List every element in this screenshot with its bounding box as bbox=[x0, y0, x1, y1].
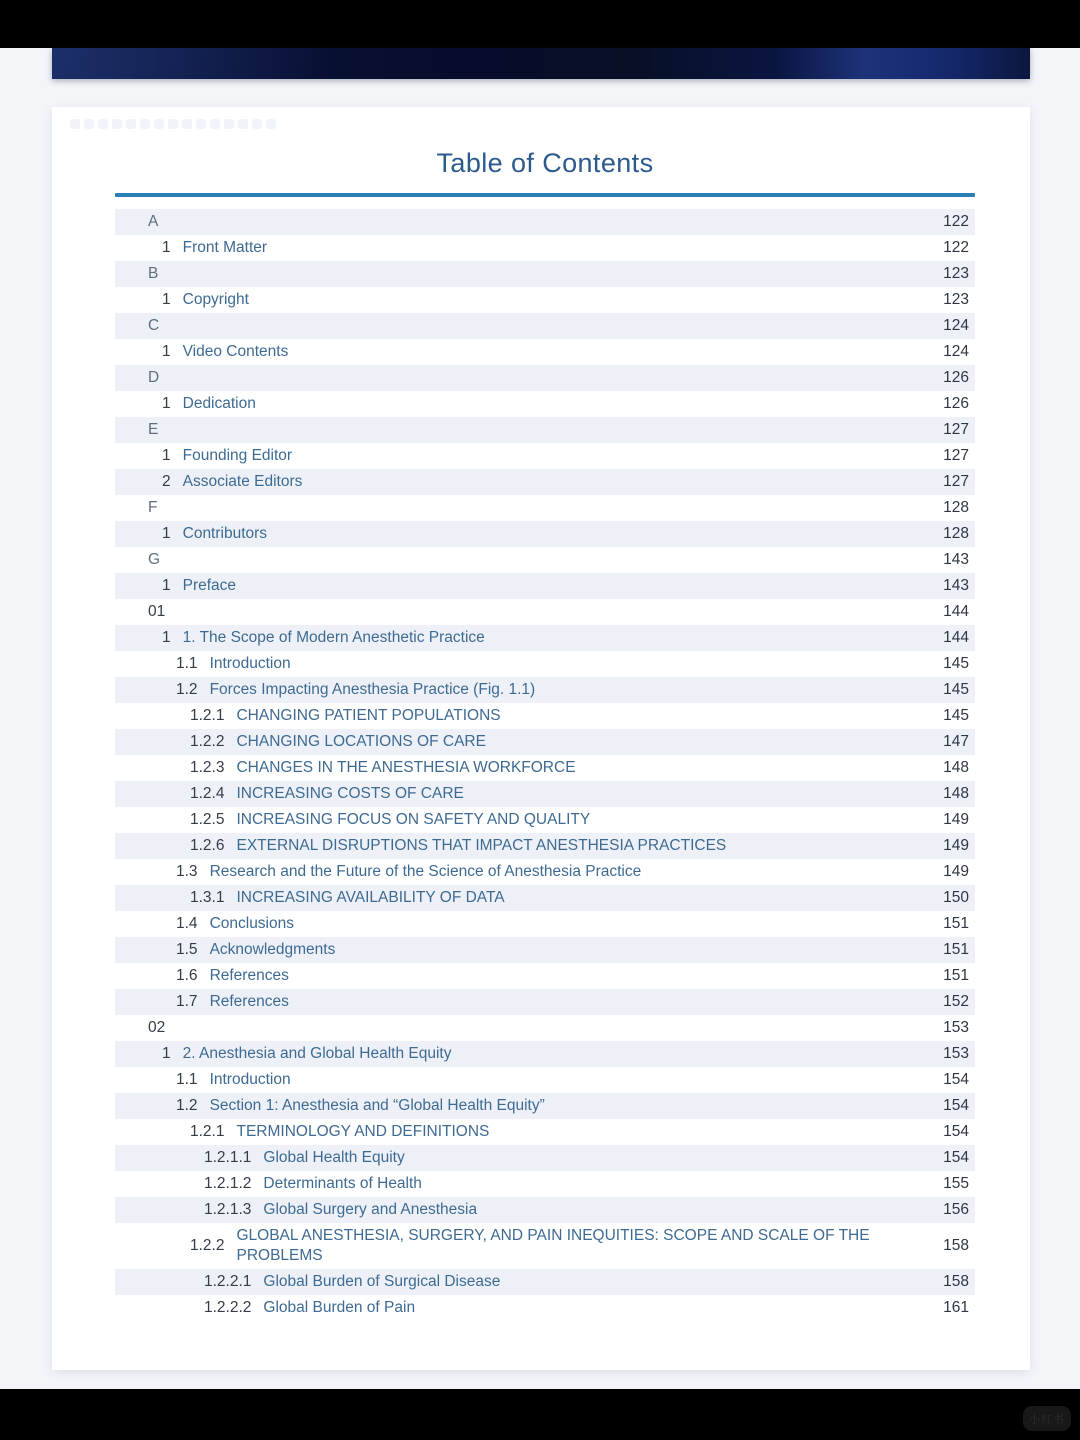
entry-number: 1.2.2 bbox=[190, 1237, 225, 1254]
toc-row[interactable] bbox=[115, 937, 975, 963]
toc-row[interactable] bbox=[115, 651, 975, 677]
toc-row[interactable] bbox=[115, 833, 975, 859]
entry-title: Forces Impacting Anesthesia Practice (Fig. 1.1) bbox=[209, 681, 536, 698]
entry-number: 1.2.1 bbox=[190, 1123, 225, 1140]
toc-row[interactable] bbox=[115, 391, 975, 417]
entry-title: Video Contents bbox=[182, 343, 289, 360]
entry-title: Global Burden of Surgical Disease bbox=[263, 1273, 501, 1290]
entry-number: 1.4 bbox=[176, 915, 198, 932]
entry-number: 1 bbox=[162, 1045, 171, 1062]
entry-page: 158 bbox=[943, 1273, 969, 1290]
toc-row bbox=[115, 261, 975, 287]
app-watermark: 小红书 bbox=[1023, 1406, 1071, 1431]
toc-row[interactable] bbox=[115, 963, 975, 989]
entry-title: References bbox=[209, 967, 289, 984]
toc-row[interactable] bbox=[115, 625, 975, 651]
entry-page: 123 bbox=[943, 291, 969, 308]
entry-page: 148 bbox=[943, 785, 969, 802]
entry-page: 152 bbox=[943, 993, 969, 1010]
entry-page: 143 bbox=[943, 551, 969, 568]
toc-row bbox=[115, 417, 975, 443]
entry-title: References bbox=[209, 993, 289, 1010]
toc-list bbox=[115, 209, 975, 1321]
entry-title: Determinants of Health bbox=[263, 1175, 422, 1192]
entry-page: 154 bbox=[943, 1097, 969, 1114]
entry-page: 154 bbox=[943, 1071, 969, 1088]
toc-row[interactable] bbox=[115, 729, 975, 755]
entry-page: 128 bbox=[943, 525, 969, 542]
toc-row[interactable] bbox=[115, 911, 975, 937]
entry-title: 2. Anesthesia and Global Health Equity bbox=[182, 1045, 452, 1062]
entry-number: 1.2.1.1 bbox=[204, 1149, 252, 1166]
entry-page: 126 bbox=[943, 369, 969, 386]
entry-page: 122 bbox=[943, 239, 969, 256]
entry-page: 122 bbox=[943, 213, 969, 230]
entry-title: INCREASING AVAILABILITY OF DATA bbox=[236, 889, 505, 906]
entry-title: Contributors bbox=[182, 525, 268, 542]
ghost-dots-decoration bbox=[70, 119, 276, 129]
entry-title: CHANGING PATIENT POPULATIONS bbox=[236, 707, 501, 724]
entry-title: CHANGING LOCATIONS OF CARE bbox=[236, 733, 486, 750]
entry-page: 124 bbox=[943, 343, 969, 360]
entry-title: Associate Editors bbox=[182, 473, 303, 490]
entry-page: 149 bbox=[943, 863, 969, 880]
toc-row[interactable] bbox=[115, 1145, 975, 1171]
entry-page: 150 bbox=[943, 889, 969, 906]
entry-number: 1 bbox=[162, 629, 171, 646]
top-letterbox-bar bbox=[0, 0, 1080, 48]
entry-title: Section 1: Anesthesia and “Global Health Equity” bbox=[209, 1097, 545, 1114]
entry-title: CHANGES IN THE ANESTHESIA WORKFORCE bbox=[236, 759, 576, 776]
entry-page: 149 bbox=[943, 811, 969, 828]
toc-row bbox=[115, 547, 975, 573]
toc-card bbox=[52, 107, 1030, 1370]
entry-page: 158 bbox=[943, 1237, 969, 1254]
entry-title: 1. The Scope of Modern Anesthetic Practice bbox=[182, 629, 485, 646]
title-divider bbox=[115, 193, 975, 197]
entry-number: 1.3.1 bbox=[190, 889, 225, 906]
entry-page: 154 bbox=[943, 1149, 969, 1166]
entry-page: 123 bbox=[943, 265, 969, 282]
entry-number: C bbox=[148, 317, 160, 334]
entry-title: Dedication bbox=[182, 395, 256, 412]
page-title: Table of Contents bbox=[436, 148, 654, 178]
toc-row[interactable] bbox=[115, 885, 975, 911]
entry-number: 2 bbox=[162, 473, 171, 490]
entry-page: 148 bbox=[943, 759, 969, 776]
entry-number: 1.2.2.1 bbox=[204, 1273, 252, 1290]
entry-number: 1.2.1.2 bbox=[204, 1175, 252, 1192]
entry-title: Introduction bbox=[209, 1071, 291, 1088]
entry-page: 153 bbox=[943, 1045, 969, 1062]
toc-row bbox=[115, 599, 975, 625]
entry-number: 1.2.2.2 bbox=[204, 1299, 252, 1316]
entry-number: 1.2.1 bbox=[190, 707, 225, 724]
toc-row[interactable] bbox=[115, 1041, 975, 1067]
entry-page: 126 bbox=[943, 395, 969, 412]
entry-title: INCREASING COSTS OF CARE bbox=[236, 785, 464, 802]
entry-number: 1.1 bbox=[176, 1071, 198, 1088]
toc-row[interactable] bbox=[115, 1269, 975, 1295]
entry-page: 151 bbox=[943, 941, 969, 958]
toc-row[interactable] bbox=[115, 703, 975, 729]
entry-title: Preface bbox=[182, 577, 237, 594]
entry-title: EXTERNAL DISRUPTIONS THAT IMPACT ANESTHESIA PRACTICES bbox=[236, 837, 727, 854]
entry-number: 1 bbox=[162, 291, 171, 308]
toc-row bbox=[115, 209, 975, 235]
entry-number: 1.6 bbox=[176, 967, 198, 984]
entry-number: 1 bbox=[162, 395, 171, 412]
entry-title: Conclusions bbox=[209, 915, 294, 932]
entry-number: G bbox=[148, 551, 161, 568]
entry-page: 143 bbox=[943, 577, 969, 594]
toc-row[interactable] bbox=[115, 287, 975, 313]
toc-row[interactable] bbox=[115, 859, 975, 885]
entry-number: 1.2.3 bbox=[190, 759, 225, 776]
toc-row[interactable] bbox=[115, 521, 975, 547]
entry-title: Front Matter bbox=[182, 239, 268, 256]
toc-row[interactable] bbox=[115, 677, 975, 703]
toc-row bbox=[115, 365, 975, 391]
entry-number: 1.2 bbox=[176, 1097, 198, 1114]
entry-number: 1 bbox=[162, 343, 171, 360]
entry-title: Acknowledgments bbox=[209, 941, 336, 958]
toc-row bbox=[115, 1015, 975, 1041]
entry-number: 1 bbox=[162, 239, 171, 256]
entry-title: Global Health Equity bbox=[263, 1149, 405, 1166]
entry-number: 02 bbox=[148, 1019, 166, 1036]
entry-title: Founding Editor bbox=[182, 447, 293, 464]
entry-page: 144 bbox=[943, 629, 969, 646]
toc-row[interactable] bbox=[115, 989, 975, 1015]
entry-number: B bbox=[148, 265, 159, 282]
entry-title: Global Surgery and Anesthesia bbox=[263, 1201, 478, 1218]
entry-title: Introduction bbox=[209, 655, 291, 672]
toc-row[interactable] bbox=[115, 807, 975, 833]
entry-page: 127 bbox=[943, 421, 969, 438]
entry-page: 153 bbox=[943, 1019, 969, 1036]
toc-row[interactable] bbox=[115, 469, 975, 495]
entry-number: F bbox=[148, 499, 158, 516]
toc-row[interactable] bbox=[115, 1295, 975, 1321]
entry-page: 151 bbox=[943, 915, 969, 932]
toc-row[interactable] bbox=[115, 781, 975, 807]
entry-number: 1.2.6 bbox=[190, 837, 225, 854]
entry-page: 144 bbox=[943, 603, 969, 620]
entry-page: 145 bbox=[943, 681, 969, 698]
entry-page: 147 bbox=[943, 733, 969, 750]
media-banner-sliver[interactable] bbox=[52, 48, 1030, 79]
entry-page: 156 bbox=[943, 1201, 969, 1218]
entry-number: 01 bbox=[148, 603, 166, 620]
entry-number: 1 bbox=[162, 577, 171, 594]
entry-page: 155 bbox=[943, 1175, 969, 1192]
entry-title: INCREASING FOCUS ON SAFETY AND QUALITY bbox=[236, 811, 591, 828]
toc-row bbox=[115, 495, 975, 521]
entry-number: 1.3 bbox=[176, 863, 198, 880]
toc-row[interactable] bbox=[115, 1067, 975, 1093]
bottom-letterbox-bar bbox=[0, 1389, 1080, 1440]
entry-page: 145 bbox=[943, 707, 969, 724]
entry-number: A bbox=[148, 213, 159, 230]
toc-row[interactable] bbox=[115, 1171, 975, 1197]
toc-row[interactable] bbox=[115, 755, 975, 781]
toc-row[interactable] bbox=[115, 1223, 975, 1269]
entry-page: 151 bbox=[943, 967, 969, 984]
entry-title: TERMINOLOGY AND DEFINITIONS bbox=[236, 1123, 490, 1140]
entry-page: 127 bbox=[943, 473, 969, 490]
toc-row[interactable] bbox=[115, 235, 975, 261]
entry-page: 154 bbox=[943, 1123, 969, 1140]
toc-row bbox=[115, 313, 975, 339]
entry-number: 1 bbox=[162, 525, 171, 542]
entry-page: 127 bbox=[943, 447, 969, 464]
entry-number: 1.5 bbox=[176, 941, 198, 958]
toc-row[interactable] bbox=[115, 443, 975, 469]
toc-row[interactable] bbox=[115, 339, 975, 365]
entry-number: 1.2.1.3 bbox=[204, 1201, 252, 1218]
entry-number: E bbox=[148, 421, 159, 438]
toc-row[interactable] bbox=[115, 1093, 975, 1119]
entry-number: 1.7 bbox=[176, 993, 198, 1010]
entry-page: 161 bbox=[943, 1299, 969, 1316]
toc-row[interactable] bbox=[115, 1119, 975, 1145]
entry-title: Research and the Future of the Science of Anesthesia Practice bbox=[209, 863, 642, 880]
entry-number: 1.2.4 bbox=[190, 785, 225, 802]
entry-number: 1.2.5 bbox=[190, 811, 225, 828]
entry-title: Copyright bbox=[182, 291, 249, 308]
toc-row[interactable] bbox=[115, 1197, 975, 1223]
entry-number: 1.2 bbox=[176, 681, 198, 698]
entry-number: 1.2.2 bbox=[190, 733, 225, 750]
entry-page: 149 bbox=[943, 837, 969, 854]
entry-title: Global Burden of Pain bbox=[263, 1299, 416, 1316]
entry-page: 124 bbox=[943, 317, 969, 334]
entry-number: D bbox=[148, 369, 160, 386]
entry-number: 1.1 bbox=[176, 655, 198, 672]
entry-title: GLOBAL ANESTHESIA, SURGERY, AND PAIN INEQUITIES: SCOPE AND SCALE OF THE PROBLEMS bbox=[236, 1227, 870, 1264]
entry-page: 145 bbox=[943, 655, 969, 672]
entry-page: 128 bbox=[943, 499, 969, 516]
entry-number: 1 bbox=[162, 447, 171, 464]
toc-row[interactable] bbox=[115, 573, 975, 599]
